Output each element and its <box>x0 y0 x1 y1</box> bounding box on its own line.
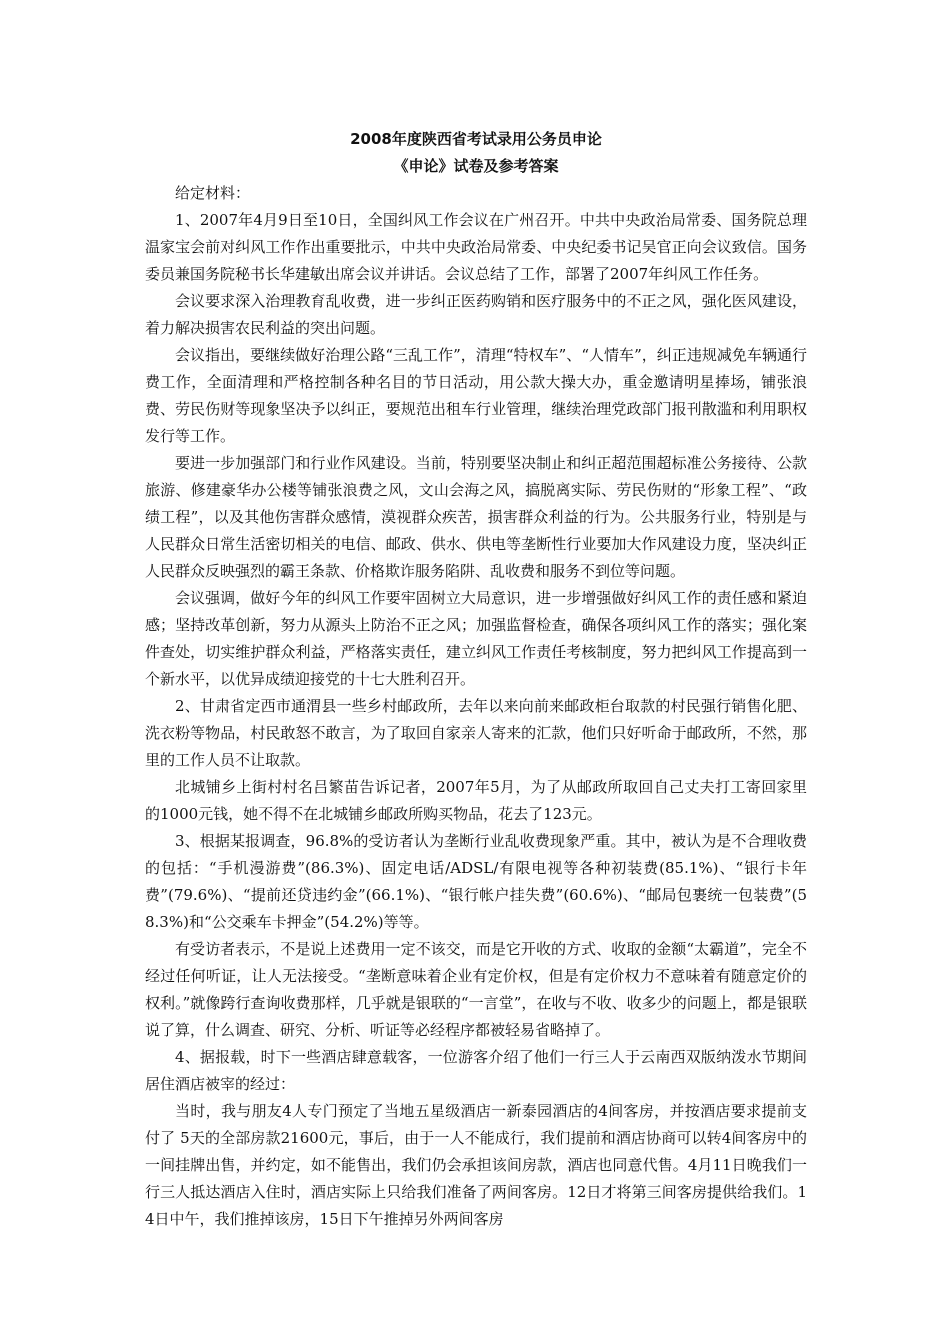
paragraph-9: 有受访者表示，不是说上述费用一定不该交，而是它开收的方式、收取的金额“太霸道”，完全不经过任何听证，让人无法接受。“垄断意味着企业有定价权，但是有定价权力不意味着有随意定价的权利。”就像跨行查询收费那样，几乎就是银联的“一言堂”，在收与不收、收多少的问题上，都是银联说了算，什么调查、研究、分析、听证等必经程序都被轻易省略掉了。 <box>145 940 807 1039</box>
paragraph-6: 2、甘肃省定西市通渭县一些乡村邮政所，去年以来向前来邮政柜台取款的村民强行销售化肥、洗衣粉等物品，村民敢怒不敢言，为了取回自家亲人寄来的汇款，他们只好听命于邮政所，不然，那里的工作人员不让取款。 <box>145 697 807 769</box>
paragraph-7: 北城铺乡上街村村名吕繁苗告诉记者，2007年5月，为了从邮政所取回自己丈夫打工寄回家里的1000元钱，她不得不在北城铺乡邮政所购买物品，花去了123元。 <box>145 778 807 823</box>
paragraph-3: 会议指出，要继续做好治理公路“三乱工作”，清理“特权车”、“人情车”，纠正违规减免车辆通行费工作，全面清理和严格控制各种名目的节日活动，用公款大操大办，重金邀请明星捧场，铺张浪费、劳民伤财等现象坚决予以纠正，要规范出租车行业管理，继续治理党政部门报刊散滥和利用职权发行等工作。 <box>145 346 807 445</box>
paragraph-1: 1、2007年4月9日至10日，全国纠风工作会议在广州召开。中共中央政治局常委、国务院总理温家宝会前对纠风工作作出重要批示，中共中央政治局常委、中央纪委书记吴官正向会议致信。国务委员兼国务院秘书长华建敏出席会议并讲话。会议总结了工作，部署了2007年纠风工作任务。 <box>145 211 807 283</box>
paragraph-11: 当时，我与朋友4人专门预定了当地五星级酒店一新泰园酒店的4间客房，并按酒店要求提前支付了 5天的全部房款21600元，事后，由于一人不能成行，我们提前和酒店协商可以转4间客房中的一间挂牌出售，并约定，如不能售出，我们仍会承担该间房款，酒店也同意代售。4月11日晚我们一行三人抵达酒店入住时，酒店实际上只给我们准备了两间客房。12日才将第三间客房提供给我们。14日中午，我们推掉该房，15日下午推掉另外两间客房 <box>145 1102 807 1228</box>
paragraph-given-materials: 给定材料： <box>175 184 251 202</box>
document-title: 2008年度陕西省考试录用公务员申论 <box>350 130 602 148</box>
paragraph-4: 要进一步加强部门和行业作风建设。当前，特别要坚决制止和纠正超范围超标准公务接待、公款旅游、修建豪华办公楼等铺张浪费之风，文山会海之风，搞脱离实际、劳民伤财的“形象工程”、“政绩工程”，以及其他伤害群众感情，漠视群众疾苦，损害群众利益的行为。公共服务行业，特别是与人民群众日常生活密切相关的电信、邮政、供水、供电等垄断性行业要加大作风建设力度，坚决纠正人民群众反映强烈的霸王条款、价格欺诈服务陷阱、乱收费和服务不到位等问题。 <box>145 454 807 580</box>
document-subtitle: 《申论》试卷及参考答案 <box>393 157 559 175</box>
document-body <box>145 126 807 1233</box>
paragraph-2: 会议要求深入治理教育乱收费，进一步纠正医药购销和医疗服务中的不正之风，强化医风建设，着力解决损害农民利益的突出问题。 <box>145 292 807 337</box>
paragraph-10: 4、据报载，时下一些酒店肆意载客，一位游客介绍了他们一行三人于云南西双版纳泼水节期间居住酒店被宰的经过： <box>145 1048 807 1093</box>
paragraph-8: 3、根据某报调查，96.8%的受访者认为垄断行业乱收费现象严重。其中，被认为是不合理收费的包括：“手机漫游费”(86.3%)、固定电话/ADSL/有限电视等各种初装费(85.1%)、“银行卡年费”(79.6%)、“提前还贷违约金”(66.1%)、“银行帐户挂失费”(60.6%)、“邮局包裹统一包装费”(58.3%)和“公交乘车卡押金”(54.2%)等等。 <box>145 832 807 931</box>
paragraph-5: 会议强调，做好今年的纠风工作要牢固树立大局意识，进一步增强做好纠风工作的责任感和紧迫感；坚持改革创新，努力从源头上防治不正之风；加强监督检查，确保各项纠风工作的落实；强化案件查处，切实维护群众利益，严格落实责任，建立纠风工作责任考核制度，努力把纠风工作提高到一个新水平，以优异成绩迎接党的十七大胜利召开。 <box>145 589 807 688</box>
